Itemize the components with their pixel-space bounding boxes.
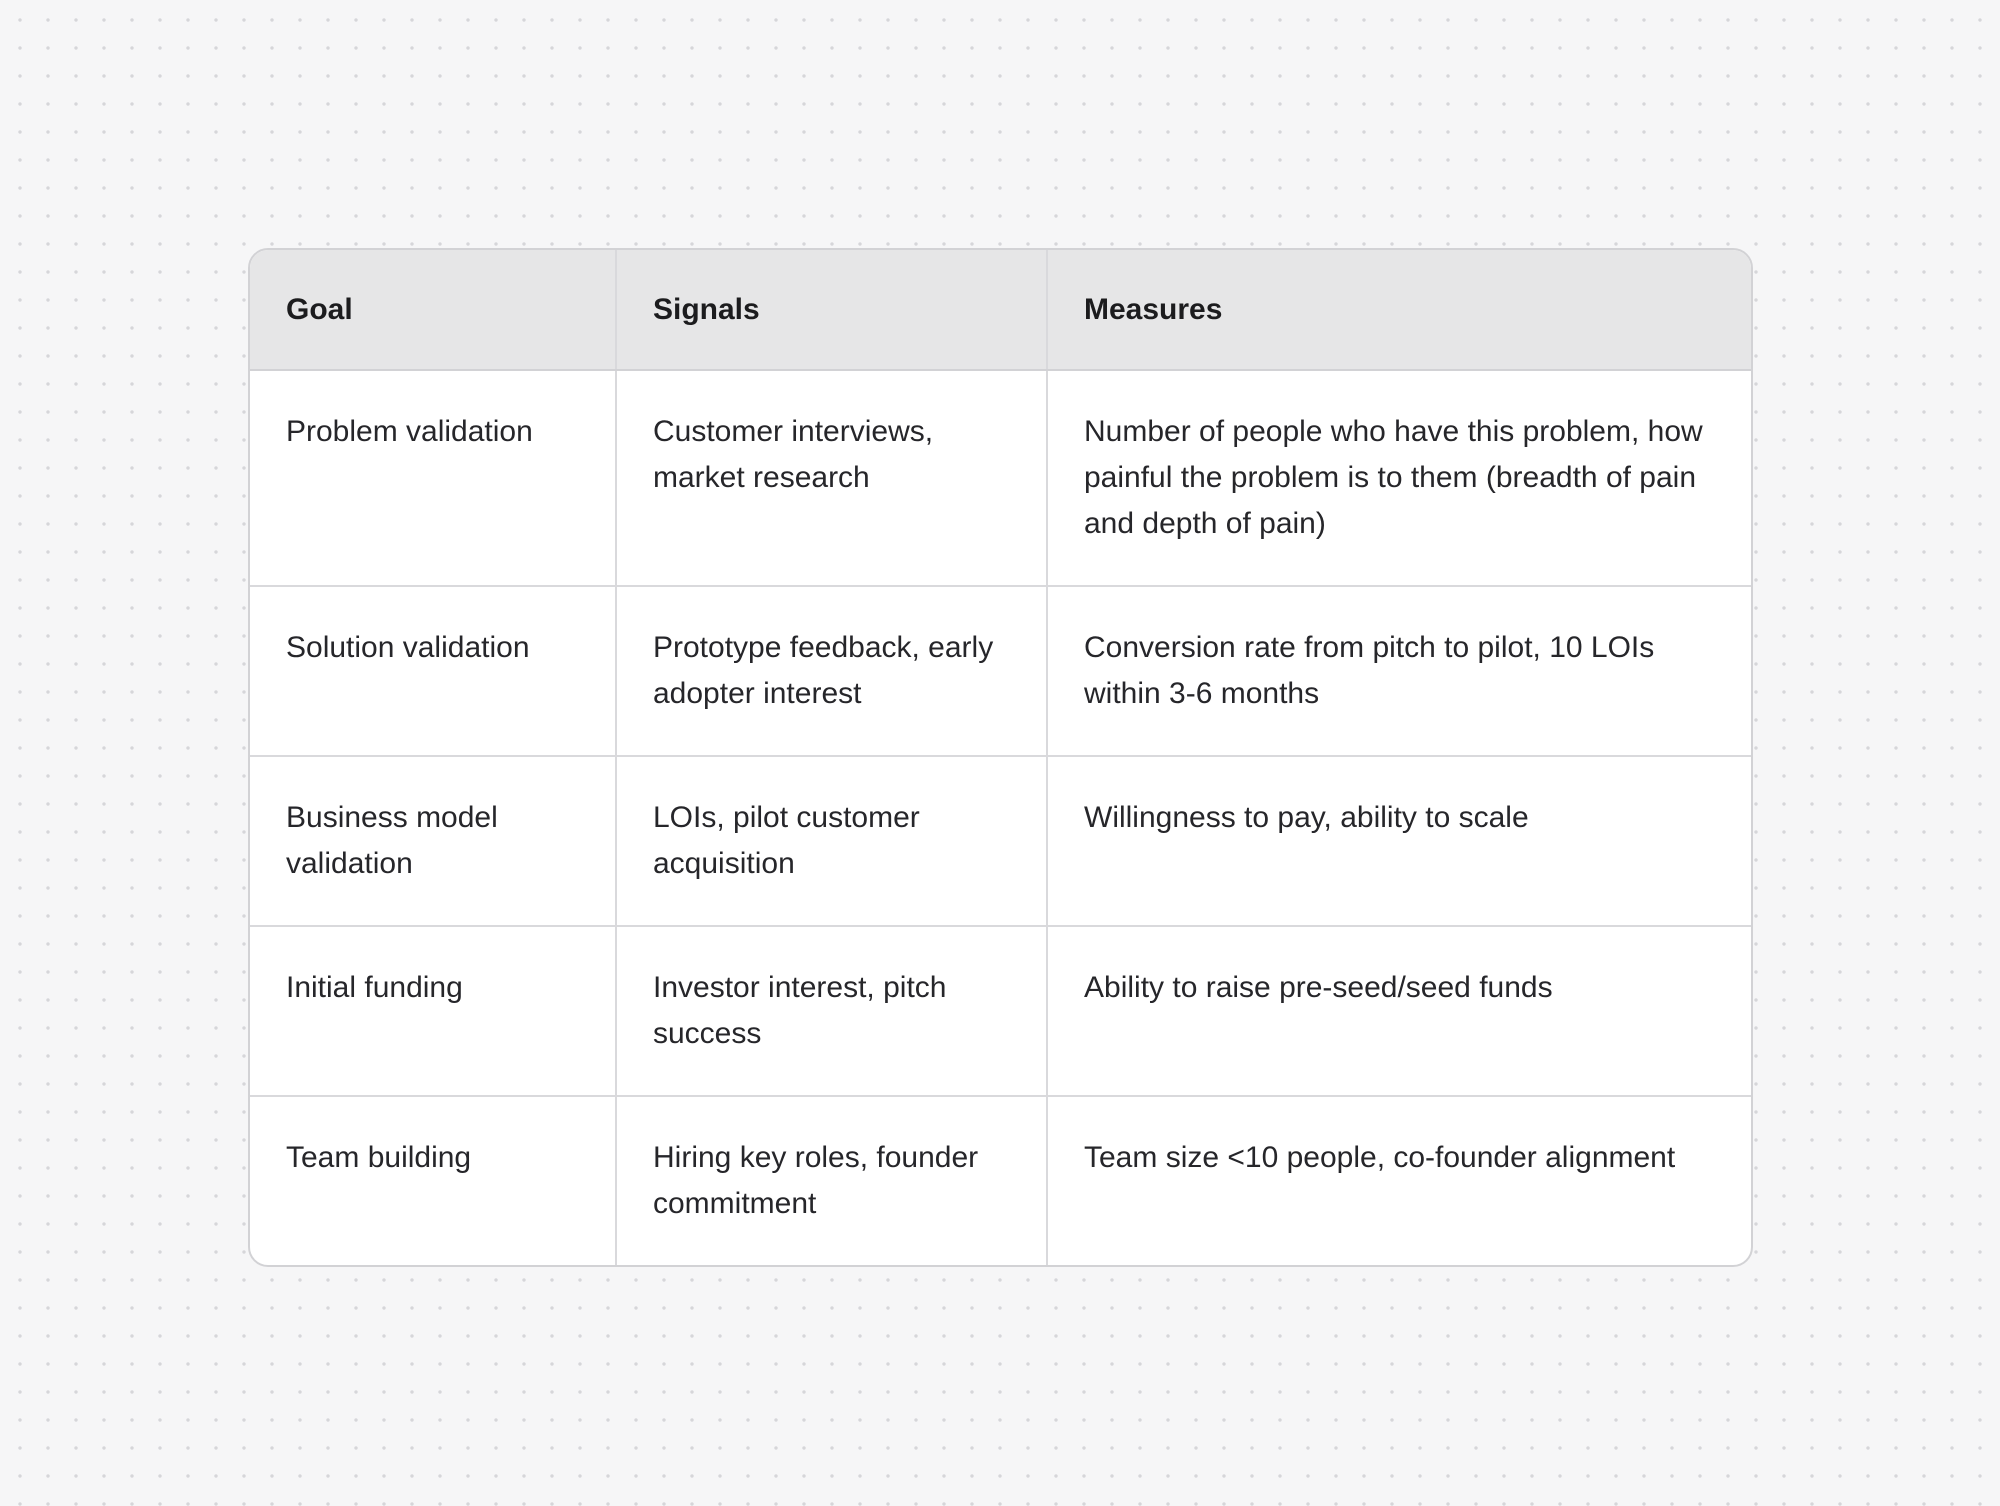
cell-signals: Hiring key roles, founder commitment [616,1096,1047,1265]
table-row [250,756,1751,926]
table-body [250,370,1751,1265]
table-header [250,250,1751,370]
cell-measures: Conversion rate from pitch to pilot, 10 LOIs within 3-6 months [1047,586,1751,756]
header-goal: Goal [250,250,616,370]
cell-signals: Prototype feedback, early adopter interest [616,586,1047,756]
table-row [250,1096,1751,1265]
table-row [250,926,1751,1096]
cell-goal: Team building [250,1096,616,1265]
cell-goal: Solution validation [250,586,616,756]
header-row [250,250,1751,370]
cell-measures: Ability to raise pre-seed/seed funds [1047,926,1751,1096]
cell-signals: Investor interest, pitch success [616,926,1047,1096]
goals-table [250,250,1751,1265]
cell-measures: Team size <10 people, co-founder alignment [1084,1141,1676,1174]
header-signals: Signals [616,250,1047,370]
header-measures: Measures [1047,250,1751,370]
cell-signals: Customer interviews, market research [616,370,1047,586]
table-row [250,370,1751,586]
cell-goal: Problem validation [250,370,616,586]
cell-goal: Business model validation [250,756,616,926]
goals-table-card [248,248,1753,1267]
table-row [250,586,1751,756]
cell-measures: Willingness to pay, ability to scale [1047,756,1751,926]
cell-signals: LOIs, pilot customer acquisition [616,756,1047,926]
cell-goal: Initial funding [250,926,616,1096]
cell-measures: Number of people who have this problem, how painful the problem is to them (breadth of pain and depth of pain) [1047,370,1751,586]
